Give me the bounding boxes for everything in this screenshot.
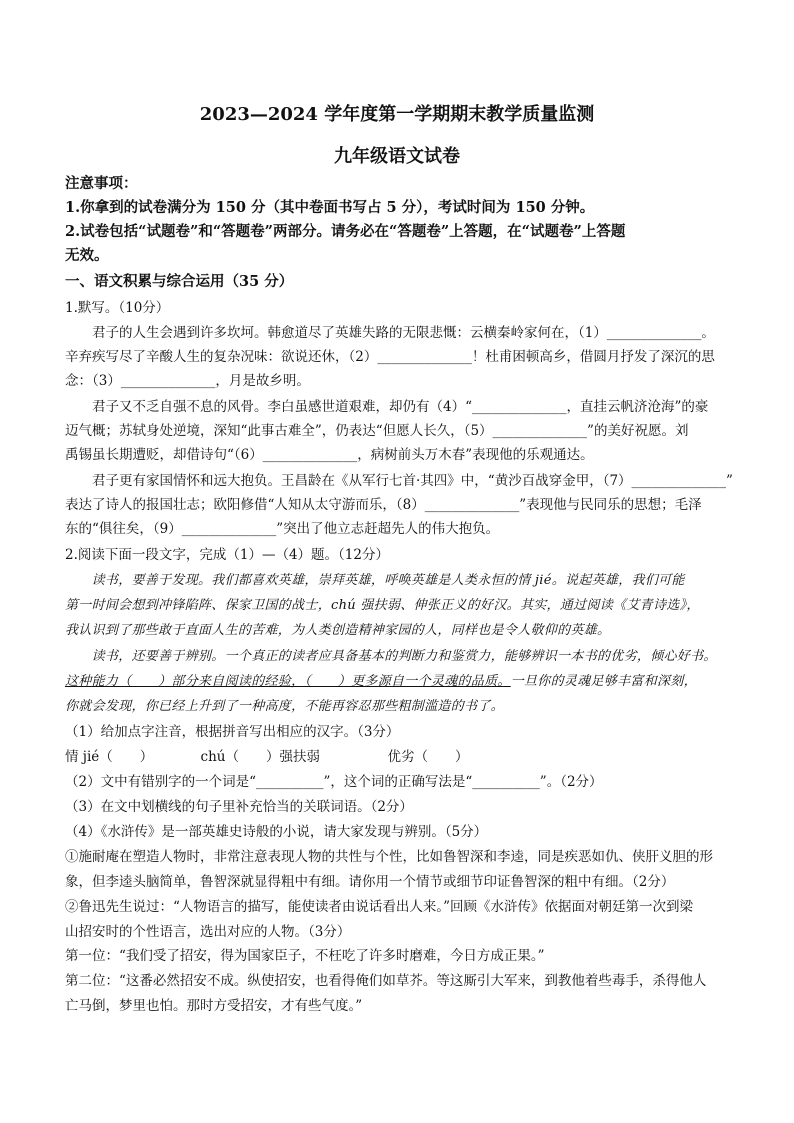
notice-item-1: 1.你拿到的试卷满分为 150 分（其中卷面书写占 5 分），考试时间为 150 分钟。: [65, 199, 595, 216]
q1-text-line: 东的“俱往矣，（9）______________”突出了他立志赶超先人的伟大抱负。: [65, 521, 500, 537]
q1-text-line: 辛弃疾写尽了辛酸人生的复杂况味：欲说还休，（2）______________！杜甫困顿高乡，借圆月抒发了深沉的思: [65, 349, 715, 365]
q1-text-line: 禹锡虽长期遭贬，却借诗句“（6）______________，病树前头万木春”表现他的乐观通达。: [65, 447, 594, 463]
notice-item-2-line1: 2.试卷包括“试题卷”和“答题卷”两部分。请务必在“答题卷”上答题，在“试题卷”上答题: [65, 223, 626, 240]
q1-text-line: 迈气概；苏轼身处逆境，深知“此事古难全”，仍表达“但愿人长久，（5）______________”的美好祝愿。刘: [65, 423, 689, 439]
q2-passage-line: 读书，还要善于辨别。一个真正的读者应具备基本的判断力和鉴赏力，能够辨识一本书的优劣，倾心好书。: [65, 649, 717, 664]
q2-sub4: （4）《水浒传》是一部英雄史诗般的小说，请大家发现与辨别。（5分）: [65, 824, 488, 840]
q1-text-line: 念：（3）______________，月是故乡明。: [65, 373, 310, 389]
page-subtitle: 九年级语文试卷: [334, 146, 460, 167]
underlined-sentence: 这种能力（ ）部分来自阅读的经验，（ ）更多源自一个灵魂的品质。: [65, 674, 511, 689]
notice-item-2-line2: 无效。: [65, 247, 109, 264]
q2-passage-line: 我认识到了那些敢于直面人生的苦难，为人类创造精神家园的人，同样也是令人敬仰的英雄。: [65, 623, 611, 638]
q2-sub4-b-line1: ②鲁迅先生说过：“人物语言的描写，能使读者由说话看出人来。”回顾《水浒传》依据面对朝廷第一次到梁: [65, 899, 694, 915]
q2-sub3: （3）在文中划横线的句子里补充恰当的关联词语。（2分）: [65, 799, 413, 815]
page-title: 2023—2024 学年度第一学期期末教学质量监测: [199, 104, 595, 125]
q2-sub1-blanks: 情 jié（ ） chú（ ）强扶弱 优劣（ ）: [65, 749, 469, 765]
q2-passage-underlined-line: [65, 672, 745, 692]
q2-quote-second-line2: 亡马倒，梦里也怕。那时方受招安，才有些气度。”: [65, 998, 363, 1014]
q2-sub4-a-line1: ①施耐庵在塑造人物时，非常注意表现人物的共性与个性，比如鲁智深和李逵，同是疾恶如仇、侠肝义胆的形: [65, 849, 713, 865]
q2-quote-first: 第一位：“我们受了招安，得为国家臣子，不枉吃了许多时磨难，今日方成正果。”: [65, 948, 545, 964]
q2-sub1: （1）给加点字注音，根据拼音写出相应的汉字。（3分）: [65, 724, 400, 740]
q2-sub4-b-line2: 山招安时的个性语言，选出对应的人物。（3分）: [65, 924, 351, 940]
passage-continuation: 一旦你的灵魂足够丰富和深刻，: [510, 674, 697, 689]
q1-text-line: 君子的人生会遇到许多坎坷。韩愈道尽了英雄失路的无限悲慨：云横秦岭家何在，（1）______________。: [65, 325, 715, 341]
q1-text-line: 君子又不乏自强不息的风骨。李白虽感世道艰难，却仍有（4）“______________，直挂云帆济沧海”的豪: [65, 399, 709, 415]
q2-passage-line: 第一时间会想到冲锋陷阵、保家卫国的战士，chú 强扶弱、伸张正义的好汉。其实，通过阅读《艾青诗选》，: [65, 598, 700, 613]
q1-text-line: 君子更有家国情怀和远大抱负。王昌龄在《从军行七首·其四》中，“黄沙百战穿金甲，（7）______________”: [65, 473, 733, 489]
q1-text-line: 表达了诗人的报国壮志；欧阳修借“人知从太守游而乐，（8）______________”表现他与民同乐的思想；毛泽: [65, 497, 702, 513]
notice-heading: 注意事项：: [65, 175, 138, 192]
q2-sub2: （2）文中有错别字的一个词是“__________”，这个词的正确写法是“__________”。（2分）: [65, 774, 603, 790]
question-1-label: 1.默写。（10分）: [65, 300, 170, 316]
q2-sub4-a-line2: 象，但李逵头脑简单，鲁智深就显得粗中有细。请你用一个情节或细节印证鲁智深的粗中有细。（2分）: [65, 874, 675, 890]
q2-quote-second-line1: 第二位：“这番必然招安不成。纵使招安，也看得俺们如草芥。等这厮引大军来，到教他着些毒手，杀得他人: [65, 973, 707, 989]
question-2-label: 2.阅读下面一段文字，完成（1）—（4）题。（12分）: [65, 547, 389, 563]
q2-passage-line: 你就会发现，你已经上升到了一种高度，不能再容忍那些粗制滥造的书了。: [65, 699, 504, 714]
q2-passage-line: 读书，要善于发现。我们都喜欢英雄，崇拜英雄，呼唤英雄是人类永恒的情 jié。说起英雄，我们可能: [65, 573, 685, 588]
section-heading: 一、语文积累与综合运用（35 分）: [65, 273, 294, 290]
